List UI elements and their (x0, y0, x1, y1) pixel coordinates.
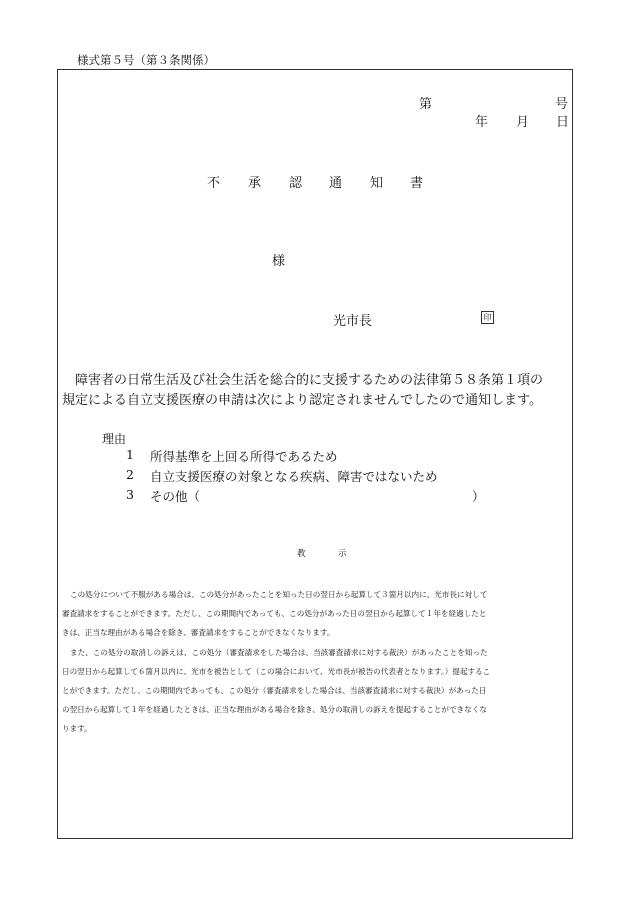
form-label: 様式第５号（第３条関係） (77, 53, 215, 67)
instruction-heading-char: 教 (297, 549, 306, 559)
reason-number: 1 (126, 447, 134, 462)
date-day: 日 (556, 115, 570, 130)
reason-text: 所得基準を上回る所得であるため (150, 449, 338, 464)
reasons-heading: 理由 (102, 432, 127, 446)
reason-text: 自立支援医療の対象となる疾病、障害ではないため (150, 469, 438, 484)
instruction-line: また、この処分の取消しの訴えは、この処分（審査請求をした場合は、当該審査請求に対する裁決）があったことを知った (70, 648, 488, 657)
statement-line-1: 障害者の日常生活及び社会生活を総合的に支援するための法律第５８条第１項の (75, 373, 544, 388)
date-month: 月 (516, 115, 530, 130)
instruction-line: きは、正当な理由がある場合を除き、審査請求をすることができなくなります。 (62, 628, 335, 637)
instruction-line: とができます。ただし、この期間内であっても、この処分（審査請求をした場合は、当該審査請求に対する裁決）があった日 (62, 686, 487, 695)
title-char: 認 (289, 176, 303, 191)
instruction-line: 日の翌日から起算して６箇月以内に、光市を被告として（この場合において、光市長が被告の代表者となります。）提起するこ (62, 667, 491, 676)
addressee-suffix: 様 (272, 254, 286, 269)
instruction-line: ります。 (62, 724, 92, 733)
number-suffix: 号 (555, 97, 569, 112)
date-year: 年 (475, 115, 489, 130)
instruction-line: の翌日から起算して１年を経過したときは、正当な理由がある場合を除き、処分の取消しの訴えを提起することができなくな (62, 705, 487, 714)
title-char: 不 (207, 176, 221, 191)
title-char: 通 (329, 176, 343, 191)
title-char: 書 (410, 176, 424, 191)
statement-line-2: 規定による自立支援医療の申請は次により認定されませんでしたので通知します。 (62, 393, 542, 408)
reason-close-paren: ） (472, 489, 485, 504)
title-char: 知 (370, 176, 384, 191)
instruction-line: この処分について不服がある場合は、この処分があったことを知った日の翌日から起算して３箇月以内に、光市長に対して (70, 590, 488, 599)
instruction-line: 審査請求をすることができます。ただし、この期間内であっても、この処分があった日の翌日から起算して１年を経過したと (62, 609, 487, 618)
reason-text: その他（ (150, 489, 201, 504)
number-prefix: 第 (419, 97, 433, 112)
seal-mark: 印 (481, 311, 494, 324)
reason-number: 2 (126, 467, 134, 482)
reason-number: 3 (126, 487, 134, 502)
instruction-heading-char: 示 (338, 549, 347, 559)
title-char: 承 (248, 176, 262, 191)
issuer-name: 光市長 (333, 314, 373, 329)
